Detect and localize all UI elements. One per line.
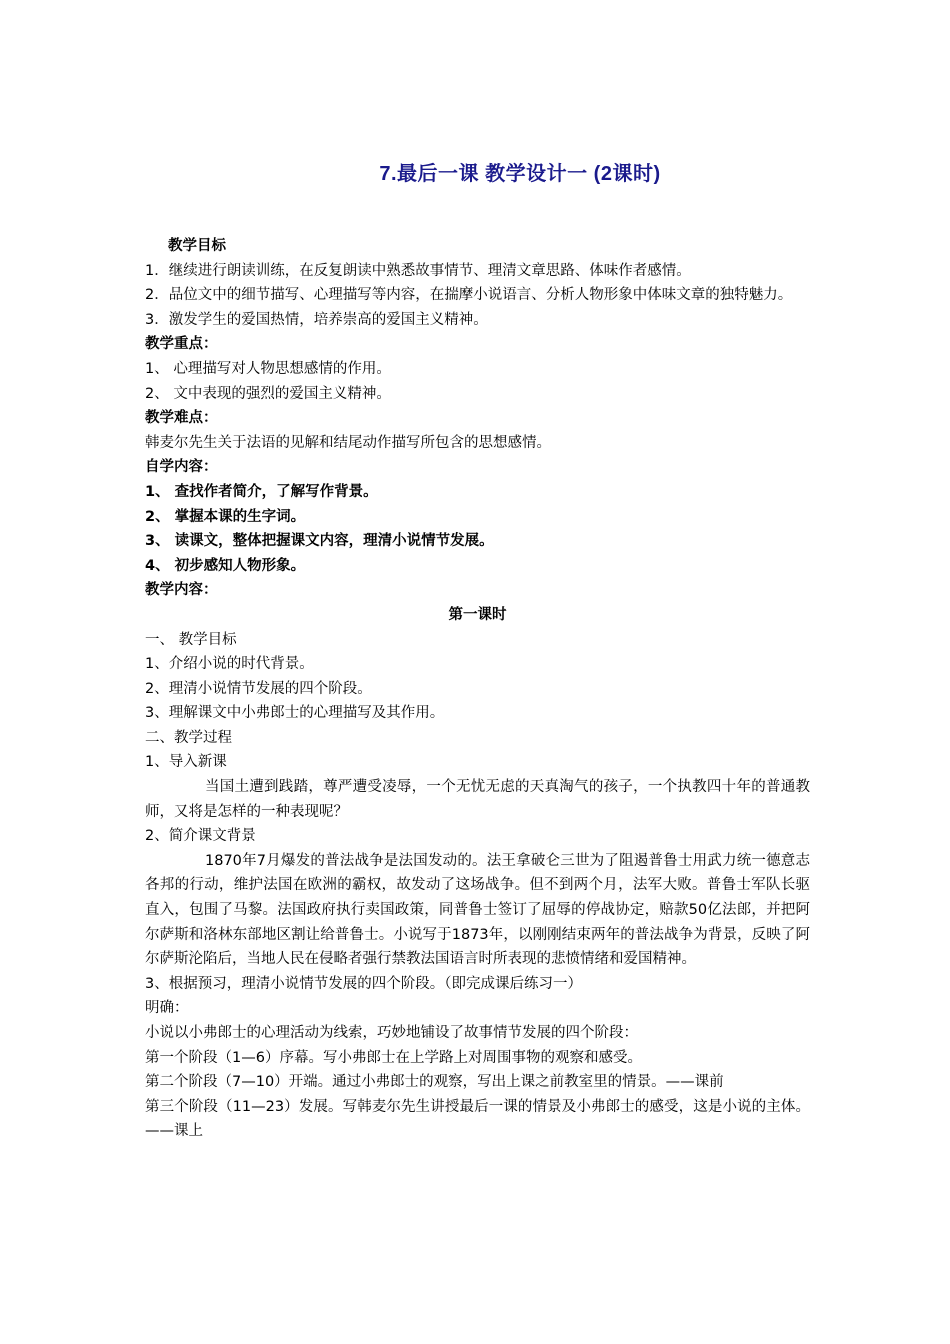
self-study-item-4: 4、 初步感知人物形象。 — [145, 557, 306, 574]
section2-heading: 二、教学过程 — [145, 729, 232, 746]
step1-heading: 1、导入新课 — [145, 754, 227, 771]
step2-paragraph: 1870年7月爆发的普法战争是法国发动的。法王拿破仑三世为了阻遏普鲁士用武力统一德意志各邦的行动，维护法国在欧洲的霸权，故发动了这场战争。但不到两个月，法军大败。普鲁士军队长驱直入，包围了马黎。法国政府执行卖国政策，同普鲁士签订了屈辱的停战协定，赔款50亿法郎，并把阿尔萨斯和洛林东部地区割让给普鲁士。小说写于1873年，以刚刚结束两年的普法战争为背景，反映了阿尔萨斯沦陷后，当地人民在侵略者强行禁教法国语言时所表现的悲愤情绪和爱国精神。 — [145, 852, 810, 968]
self-study-item-3: 3、 读课文，整体把握课文内容，理清小说情节发展。 — [145, 533, 494, 550]
objective-item-2: 2．品位文中的细节描写、心理描写等内容，在揣摩小说语言、分析人物形象中体味文章的独特魅力。 — [145, 287, 793, 304]
clarify-label: 明确： — [145, 1000, 189, 1017]
step2-heading: 2、简介课文背景 — [145, 828, 256, 845]
stage-item-1: 第一个阶段（1—6）序幕。写小弗郎士在上学路上对周围事物的观察和感受。 — [145, 1049, 642, 1066]
section1-item-1: 1、介绍小说的时代背景。 — [145, 656, 314, 673]
document-body — [145, 234, 810, 1144]
objective-item-3: 3．激发学生的爱国热情，培养崇高的爱国主义精神。 — [145, 311, 488, 328]
lesson1-heading: 第一课时 — [448, 606, 507, 623]
teaching-content-heading: 教学内容： — [145, 582, 218, 599]
section1-item-2: 2、理清小说情节发展的四个阶段。 — [145, 680, 372, 697]
clarify-intro: 小说以小弗郎士的心理活动为线索，巧妙地铺设了故事情节发展的四个阶段： — [145, 1025, 638, 1041]
document-title: 7.最后一课 教学设计一 (2课时) — [379, 163, 661, 185]
key-points-heading: 教学重点： — [145, 336, 218, 353]
key-point-item-2: 2、 文中表现的强烈的爱国主义精神。 — [145, 385, 391, 402]
stage-item-2: 第二个阶段（7—10）开端。通过小弗郎士的观察，写出上课之前教室里的情景。——课前 — [145, 1074, 724, 1091]
self-study-item-1: 1、 查找作者简介，了解写作背景。 — [145, 483, 378, 500]
section1-heading: 一、 教学目标 — [145, 631, 237, 648]
section1-item-3: 3、理解课文中小弗郎士的心理描写及其作用。 — [145, 705, 445, 722]
key-point-item-1: 1、 心理描写对人物思想感情的作用。 — [145, 360, 391, 377]
objective-item-1: 1．继续进行朗读训练，在反复朗读中熟悉故事情节、理清文章思路、体味作者感情。 — [145, 262, 691, 279]
difficulties-text: 韩麦尔先生关于法语的见解和结尾动作描写所包含的思想感情。 — [145, 434, 551, 451]
difficulties-heading: 教学难点： — [145, 410, 218, 427]
self-study-heading: 自学内容： — [145, 459, 218, 476]
self-study-item-2: 2、 掌握本课的生字词。 — [145, 508, 306, 525]
stage-item-3: 第三个阶段（11—23）发展。写韩麦尔先生讲授最后一课的情景及小弗郎士的感受，这是小说的主体。——课上 — [145, 1098, 810, 1140]
objectives-heading: 教学目标 — [168, 238, 226, 254]
step1-paragraph: 当国土遭到践踏，尊严遭受凌辱，一个无忧无虑的天真淘气的孩子，一个执教四十年的普通教师，又将是怎样的一种表现呢？ — [145, 779, 810, 820]
step3-heading: 3、根据预习，理清小说情节发展的四个阶段。（即完成课后练习一） — [145, 975, 582, 992]
